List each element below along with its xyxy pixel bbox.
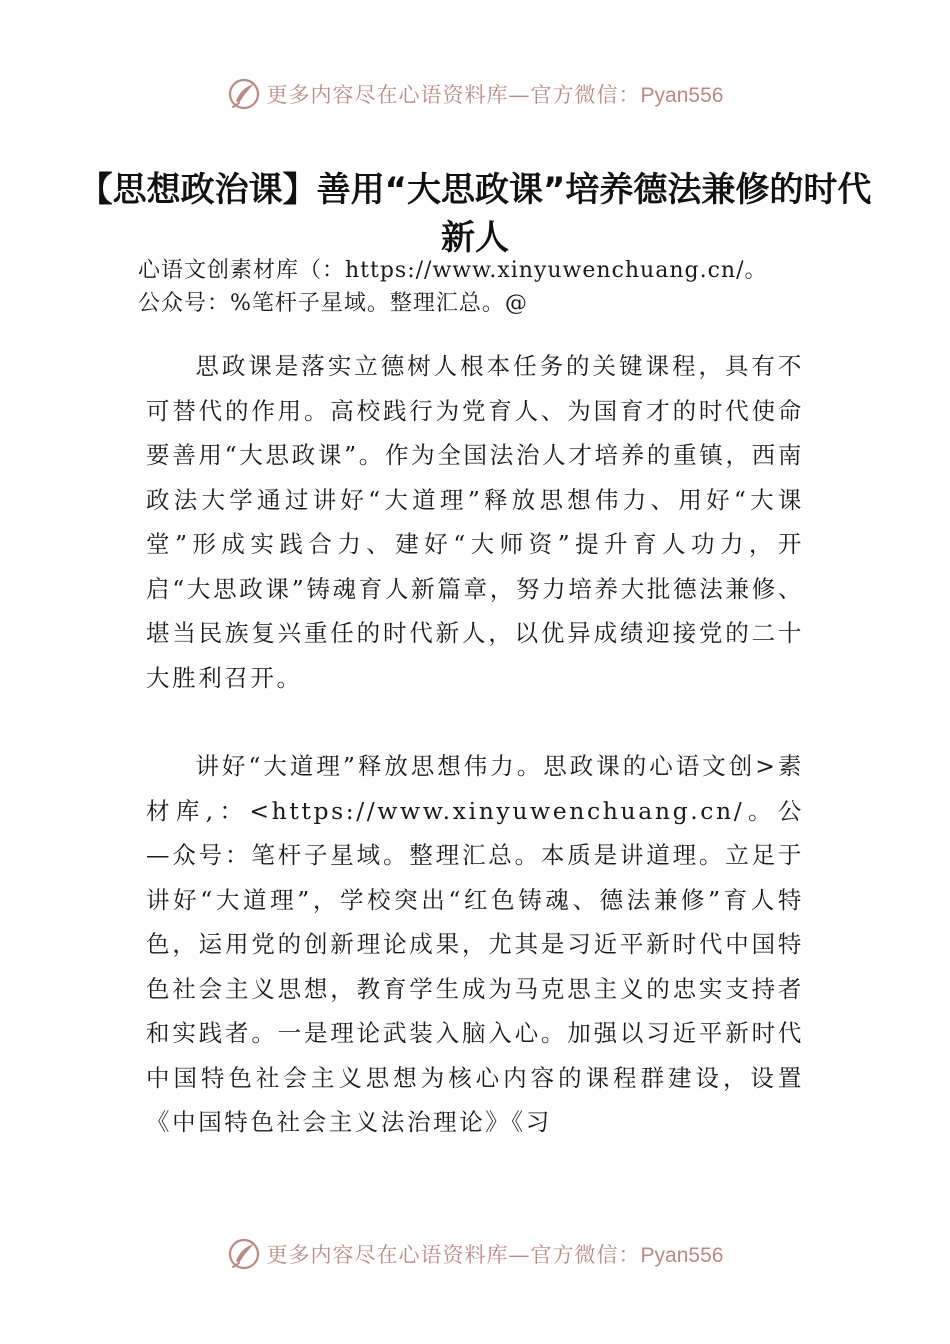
- logo-icon: [227, 1237, 261, 1271]
- banner-text: 更多内容尽在心语资料库—官方微信：Pyan556: [266, 1243, 724, 1267]
- source-line-2: 公众号：%笔杆子星域。整理汇总。@: [138, 291, 528, 316]
- wechat-id: Pyan556: [640, 84, 724, 107]
- source-line-1: 心语文创素材库（：https://www.xinyuwenchuang.cn/。: [138, 258, 768, 283]
- source-note: [138, 254, 858, 320]
- logo-icon: [227, 77, 261, 111]
- body-paragraph-1: 思政课是落实立德树人根本任务的关键课程，具有不可替代的作用。高校践行为党育人、为国育才的时代使命要善用“大思政课”。作为全国法治人才培养的重镇，西南政法大学通过讲好“大道理”释放思想伟力、用好“大课堂”形成实践合力、建好“大师资”提升育人功力，开启“大思政课”铸魂育人新篇章，努力培养大批德法兼修、堪当民族复兴重任的时代新人，以优异成绩迎接党的二十大胜利召开。: [146, 352, 804, 692]
- wechat-id: Pyan556: [640, 1244, 724, 1267]
- banner-text: 更多内容尽在心语资料库—官方微信：Pyan556: [266, 83, 724, 107]
- page-title: 【思想政治课】善用“大思政课”培养德法兼修的时代新人: [78, 170, 872, 258]
- footer-banner: [0, 1232, 950, 1276]
- body-paragraph-2: 讲好“大道理”释放思想伟力。思政课的心语文创>素材库,：<https://www.xinyuwenchuang.cn/。公—众号：笔杆子星域。整理汇总。本质是讲道理。立足于讲好“大道理”，学校突出“红色铸魂、德法兼修”育人特色，运用党的创新理论成果，尤其是习近平新时代中国特色社会主义思想，教育学生成为马克思主义的忠实支持者和实践者。一是理论武装入脑入心。加强以习近平新时代中国特色社会主义思想为核心内容的课程群建设，设置《中国特色社会主义法治理论》《习: [146, 752, 804, 1136]
- header-banner: [0, 72, 950, 116]
